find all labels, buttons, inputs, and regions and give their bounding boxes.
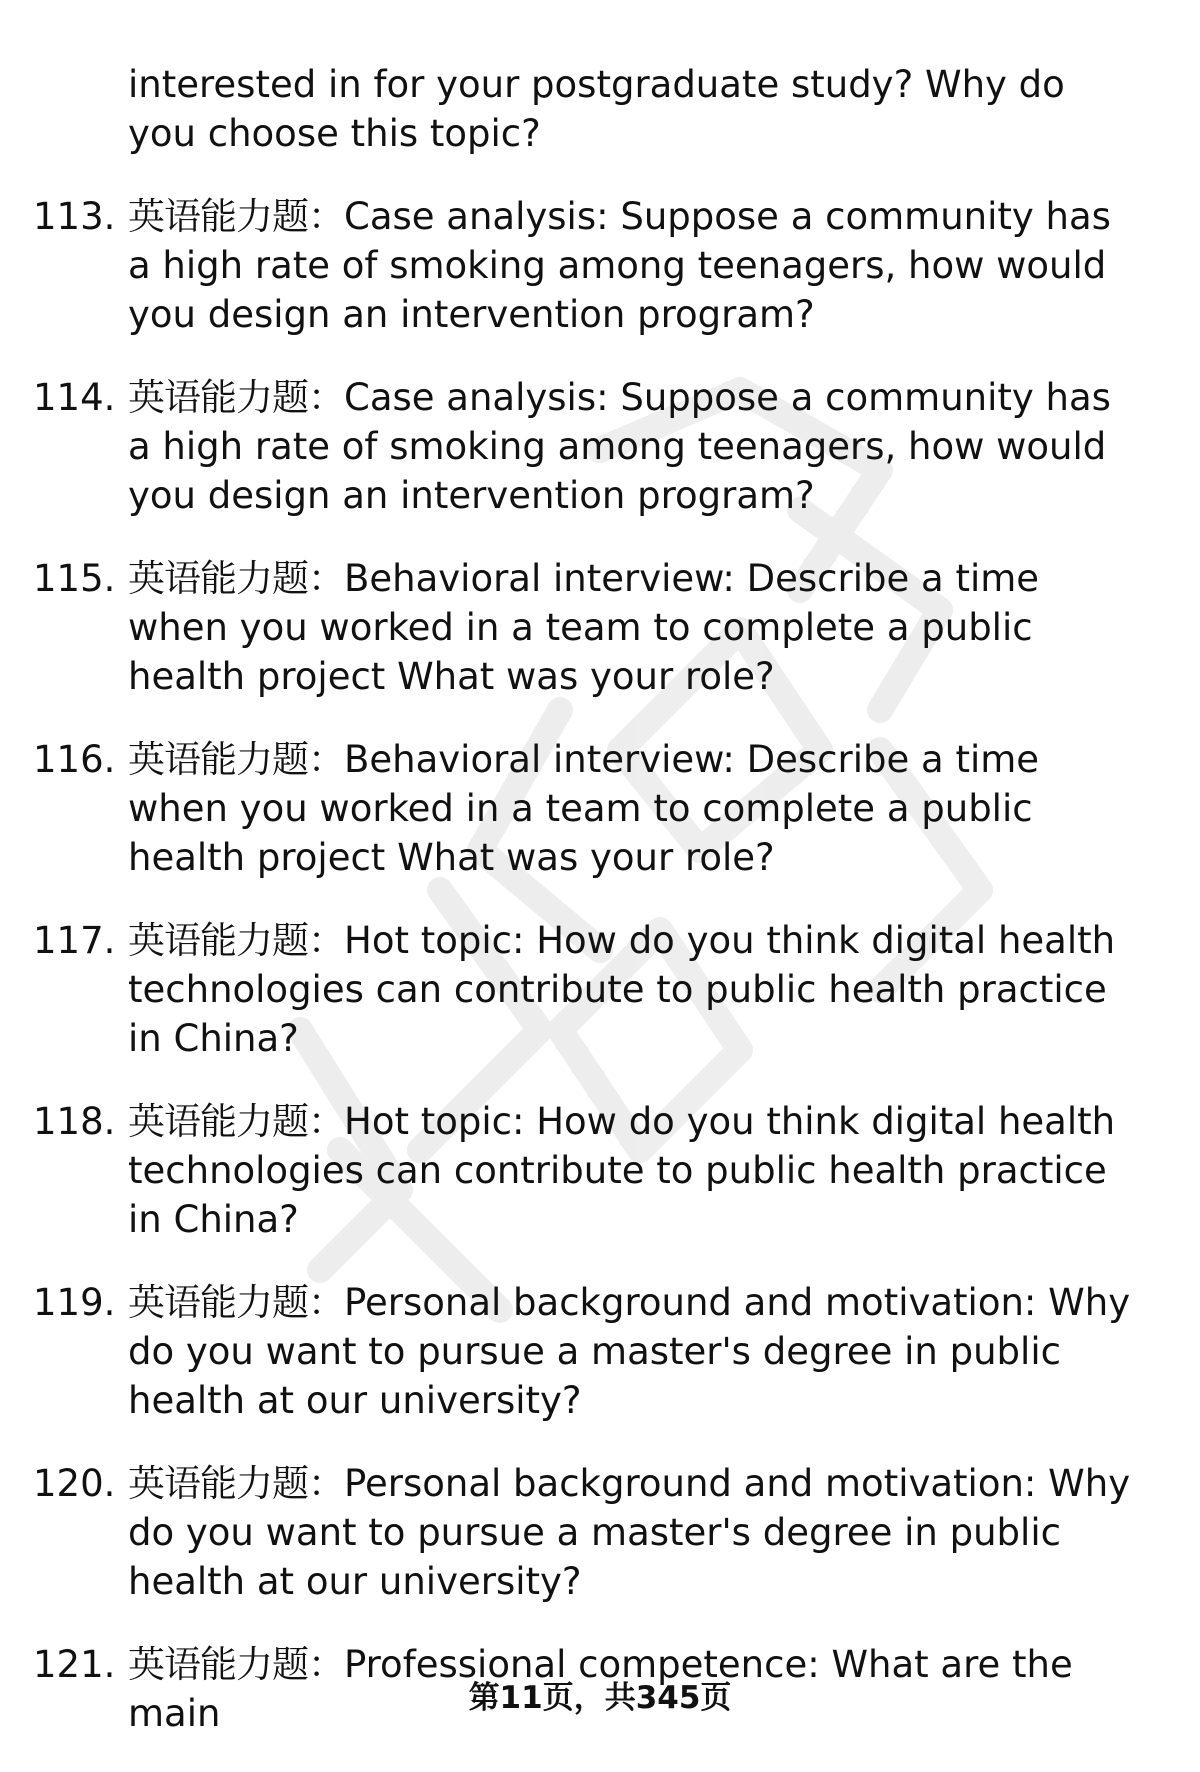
item-tag: 英语能力题：	[128, 919, 344, 962]
page-footer: 第11页，共345页	[468, 1680, 732, 1716]
item-number: 115.	[33, 557, 116, 600]
list-item	[0, 192, 1200, 339]
item-tag: 英语能力题：	[128, 195, 344, 238]
item-number: 118.	[33, 1100, 116, 1143]
item-tag: 英语能力题：	[128, 738, 344, 781]
item-text: Professional competence: What are the main	[128, 1643, 1073, 1735]
list-item	[0, 1278, 1200, 1425]
item-body	[128, 1459, 1200, 1606]
list-item	[0, 554, 1200, 701]
item-tag: 英语能力题：	[128, 557, 344, 600]
list-item	[0, 1459, 1200, 1606]
item-tag: 英语能力题：	[128, 1462, 344, 1505]
item-body	[128, 554, 1200, 701]
item-body	[128, 916, 1200, 1063]
list-item	[0, 735, 1200, 882]
item-number: 120.	[33, 1462, 116, 1505]
list-item-continuation	[0, 60, 1200, 158]
question-list	[0, 60, 1200, 1772]
list-item	[0, 1097, 1200, 1244]
item-tag: 英语能力题：	[128, 1643, 344, 1686]
item-body	[128, 1278, 1200, 1425]
continuation-text: interested in for your postgraduate study? Why do you choose this topic?	[128, 63, 1065, 155]
item-tag: 英语能力题：	[128, 1100, 344, 1143]
list-item	[0, 916, 1200, 1063]
item-number: 117.	[33, 919, 116, 962]
item-body	[128, 1097, 1200, 1244]
item-text: Case analysis: Suppose a community has a high rate of smoking among teenagers, how would you design an intervention program?	[128, 195, 1111, 336]
item-text: Behavioral interview: Describe a time when you worked in a team to complete a public health project What was your role?	[128, 557, 1040, 698]
item-tag: 英语能力题：	[128, 1281, 344, 1324]
item-number: 116.	[33, 738, 116, 781]
item-number: 114.	[33, 376, 116, 419]
item-body	[128, 735, 1200, 882]
item-text: Behavioral interview: Describe a time when you worked in a team to complete a public health project What was your role?	[128, 738, 1040, 879]
item-text: Personal background and motivation: Why do you want to pursue a master's degree in public health at our university?	[128, 1281, 1131, 1422]
item-body	[128, 373, 1200, 520]
item-number: 121.	[33, 1643, 116, 1686]
item-text: Case analysis: Suppose a community has a high rate of smoking among teenagers, how would you design an intervention program?	[128, 376, 1111, 517]
item-body	[128, 192, 1200, 339]
item-tag: 英语能力题：	[128, 376, 344, 419]
item-text: Hot topic: How do you think digital health technologies can contribute to public health practice in China?	[128, 1100, 1116, 1241]
item-number: 119.	[33, 1281, 116, 1324]
item-text: Personal background and motivation: Why do you want to pursue a master's degree in public health at our university?	[128, 1462, 1131, 1603]
item-text: Hot topic: How do you think digital health technologies can contribute to public health practice in China?	[128, 919, 1116, 1060]
item-number: 113.	[33, 195, 116, 238]
list-item	[0, 373, 1200, 520]
